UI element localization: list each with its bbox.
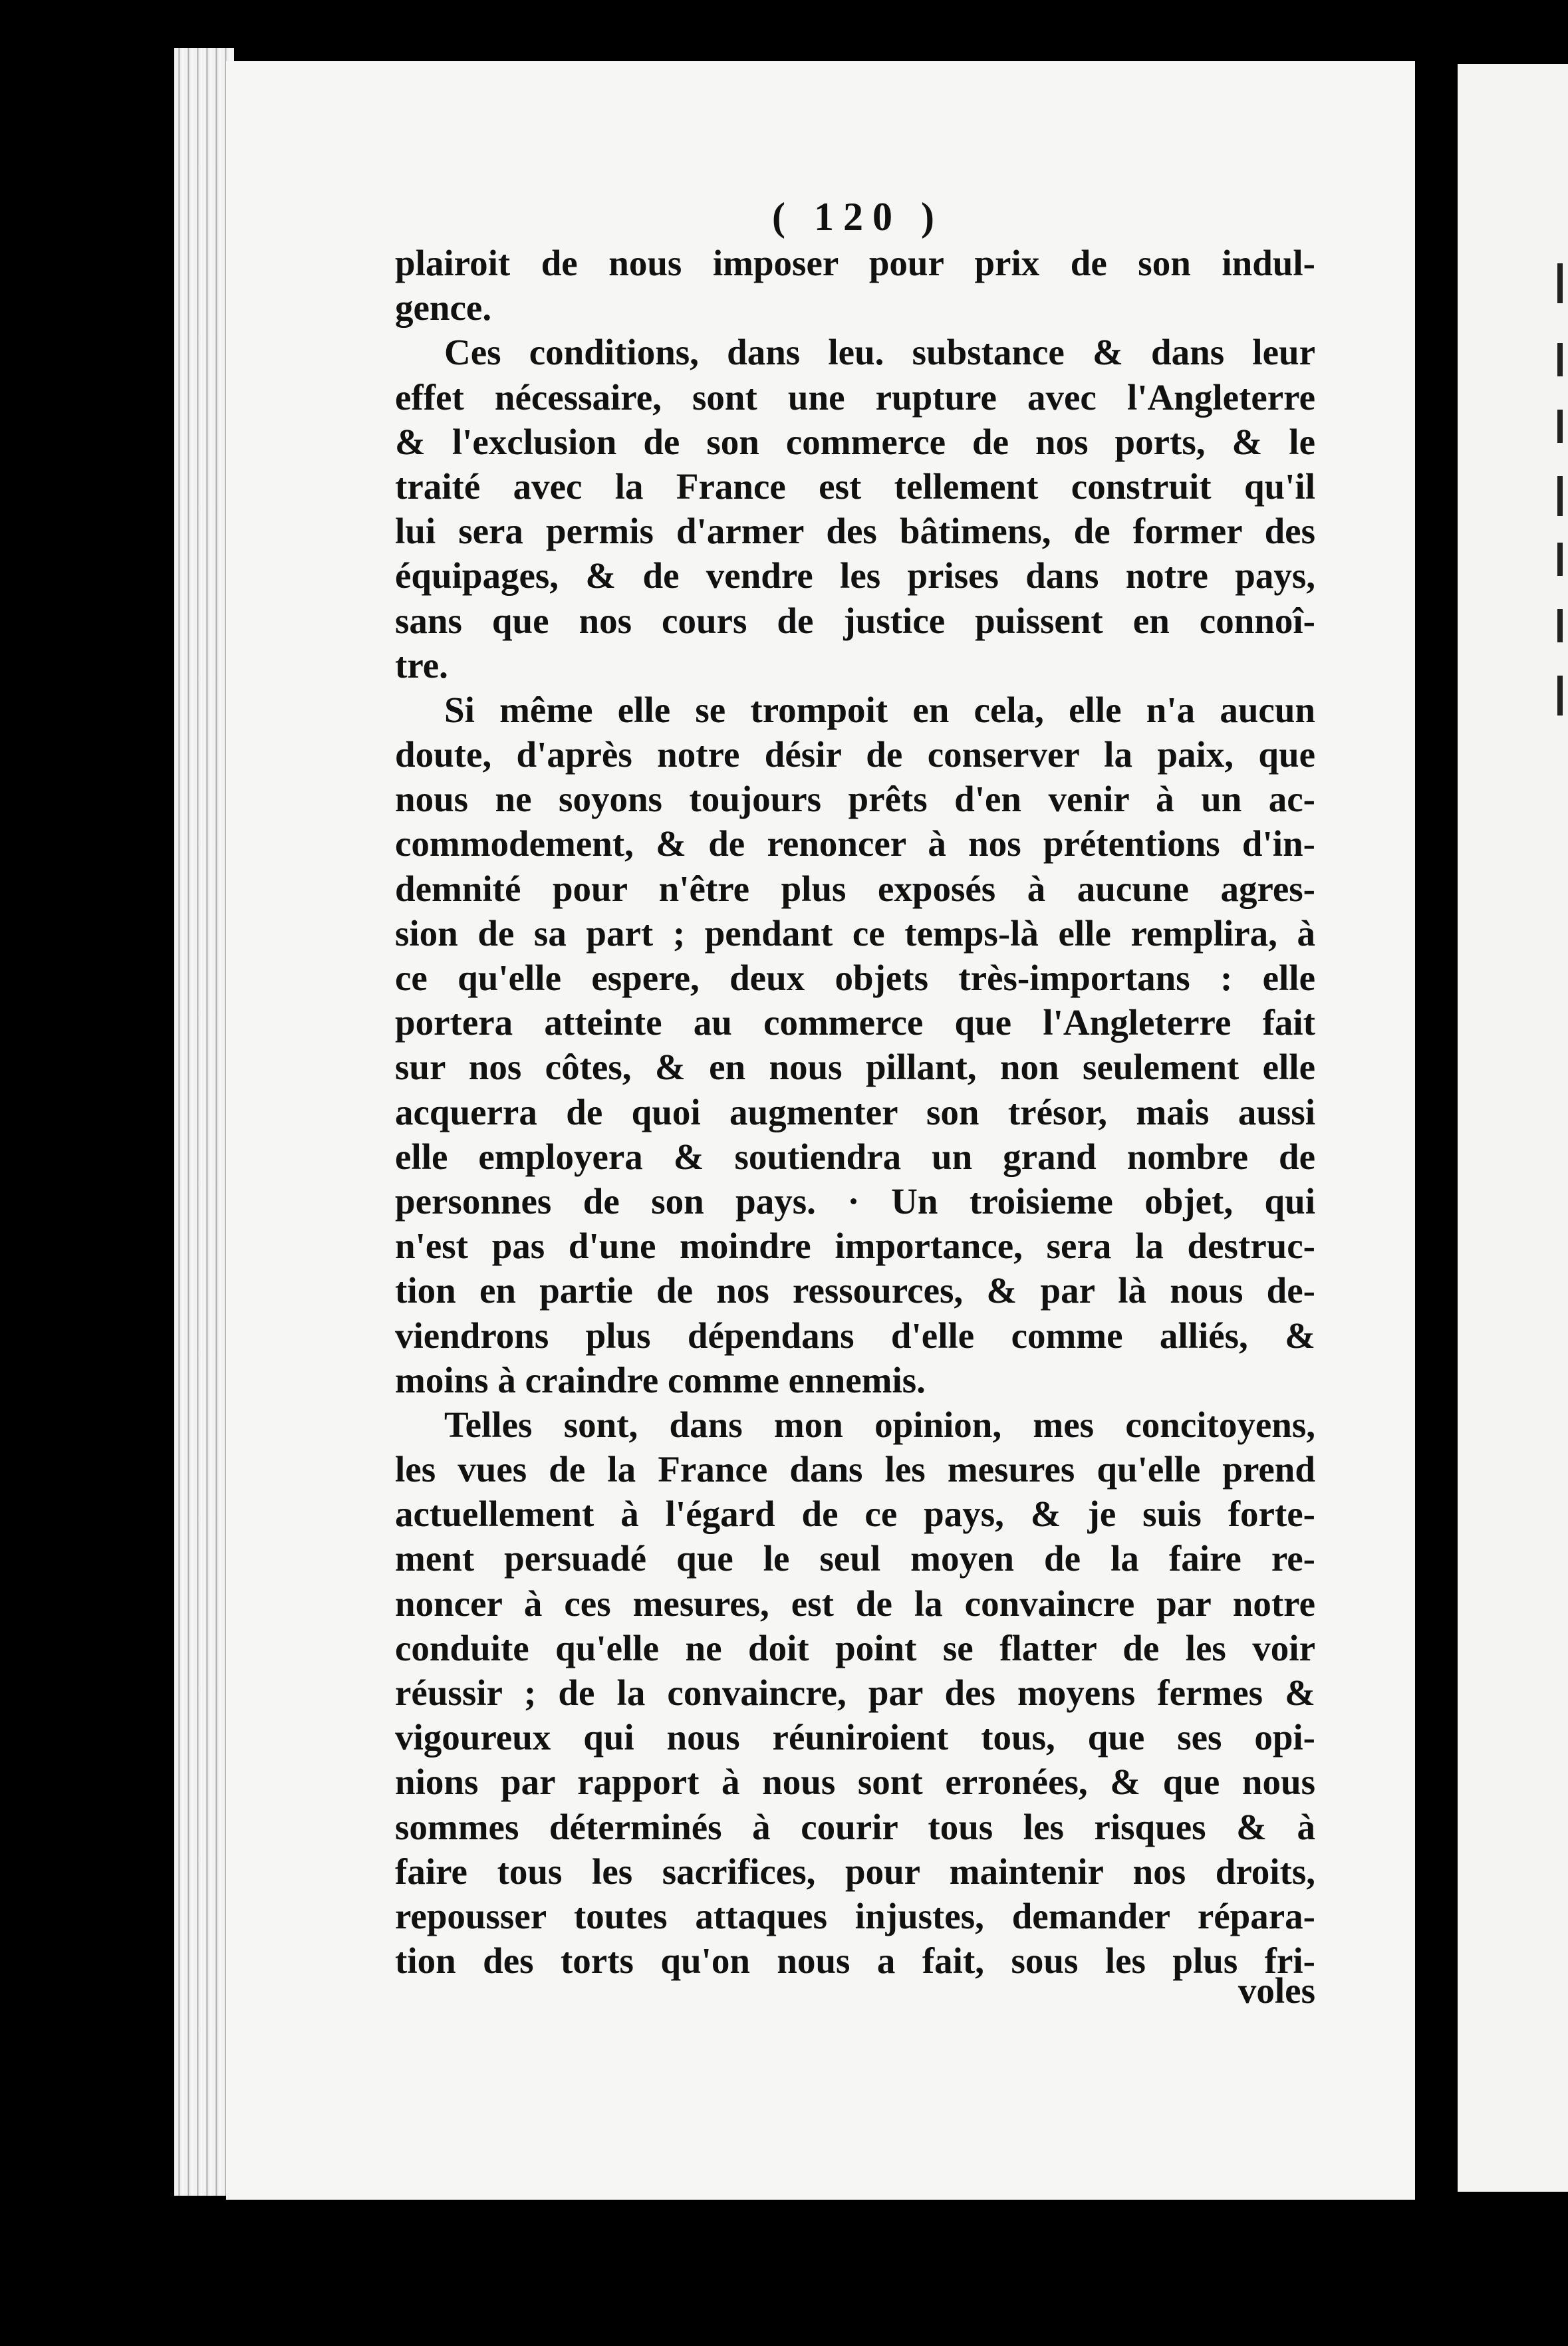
facing-text-fragment [1557,676,1563,716]
facing-text-fragment [1557,476,1563,516]
facing-text-fragment [1557,263,1563,303]
text-line: actuellement à l'égard de ce pays, & je suis forte- [395,1494,1315,1535]
text-line: sur nos côtes, & en nous pillant, non seulement elle [395,1047,1315,1088]
text-line: ce qu'elle espere, deux objets très-importans : elle [395,958,1315,998]
text-line: commodement, & de renoncer à nos prétentions d'in- [395,823,1315,864]
facing-text-fragment [1557,543,1563,576]
facing-text-fragment [1557,410,1563,443]
text-line: Si même elle se trompoit en cela, elle n'a aucun [444,689,1315,730]
facing-page-edge [1458,64,1568,2192]
text-line: sans que nos cours de justice puissent en connoî- [395,600,1315,641]
text-line: effet nécessaire, sont une rupture avec l'Angleterre [395,376,1315,418]
text-line: vigoureux qui nous réuniroient tous, que ses opi- [395,1717,1315,1758]
text-line: viendrons plus dépendans d'elle comme alliés, & [395,1315,1315,1356]
text-line: nous ne soyons toujours prêts d'en venir à un ac- [395,779,1315,820]
text-line: traité avec la France est tellement construit qu'il [395,465,1315,507]
text-line: gence. [395,287,492,328]
text-line: plairoit de nous imposer pour prix de son indul- [395,243,1315,283]
text-line: repousser toutes attaques injustes, demander répara- [395,1895,1315,1936]
facing-text-fragment [1557,343,1563,376]
text-line: les vues de la France dans les mesures qu'elle prend [395,1449,1315,1490]
text-line: & l'exclusion de son commerce de nos ports, & le [395,421,1315,462]
text-line: conduite qu'elle ne doit point se flatter de les voir [395,1627,1315,1668]
text-line: équipages, & de vendre les prises dans notre pays, [395,555,1315,596]
facing-text-fragment [1557,609,1563,642]
catchword: voles [1238,1970,1315,2011]
text-line: lui sera permis d'armer des bâtimens, de former des [395,511,1315,552]
text-line: faire tous les sacrifices, pour maintenir nos droits, [395,1851,1315,1892]
text-line: portera atteinte au commerce que l'Angleterre fait [395,1002,1315,1043]
text-line: sommes déterminés à courir tous les risques & à [395,1806,1315,1847]
text-line: ment persuadé que le seul moyen de la faire re- [395,1538,1315,1579]
text-line: doute, d'après notre désir de conserver la paix, que [395,734,1315,775]
text-line: personnes de son pays. · Un troisieme objet, qui [395,1180,1315,1222]
text-line: nions par rapport à nous sont erronées, & que nous [395,1761,1315,1803]
body-text [395,241,1315,1983]
text-line: sion de sa part ; pendant ce temps-là elle remplira, à [395,912,1315,954]
text-line: n'est pas d'une moindre importance, sera la destruc- [395,1226,1315,1267]
text-line: demnité pour n'être plus exposés à aucune agres- [395,868,1315,909]
page-edge-stack [174,48,234,2196]
text-line: tion en partie de nos ressources, & par là nous de- [395,1270,1315,1311]
text-line: moins à craindre comme ennemis. [395,1359,926,1400]
text-line: Telles sont, dans mon opinion, mes concitoyens, [444,1404,1315,1445]
text-line: Ces conditions, dans leu. substance & dans leur [444,332,1315,373]
text-line: tre. [395,644,448,686]
text-line: acquerra de quoi augmenter son trésor, mais aussi [395,1091,1315,1132]
page-number: ( 120 ) [772,195,944,239]
text-line: réussir ; de la convaincre, par des moyens fermes & [395,1672,1315,1713]
text-line: tion des torts qu'on nous a fait, sous les plus fri- [395,1940,1315,1982]
text-line: elle employera & soutiendra un grand nombre de [395,1136,1315,1177]
text-line: noncer à ces mesures, est de la convaincre par notre [395,1583,1315,1624]
